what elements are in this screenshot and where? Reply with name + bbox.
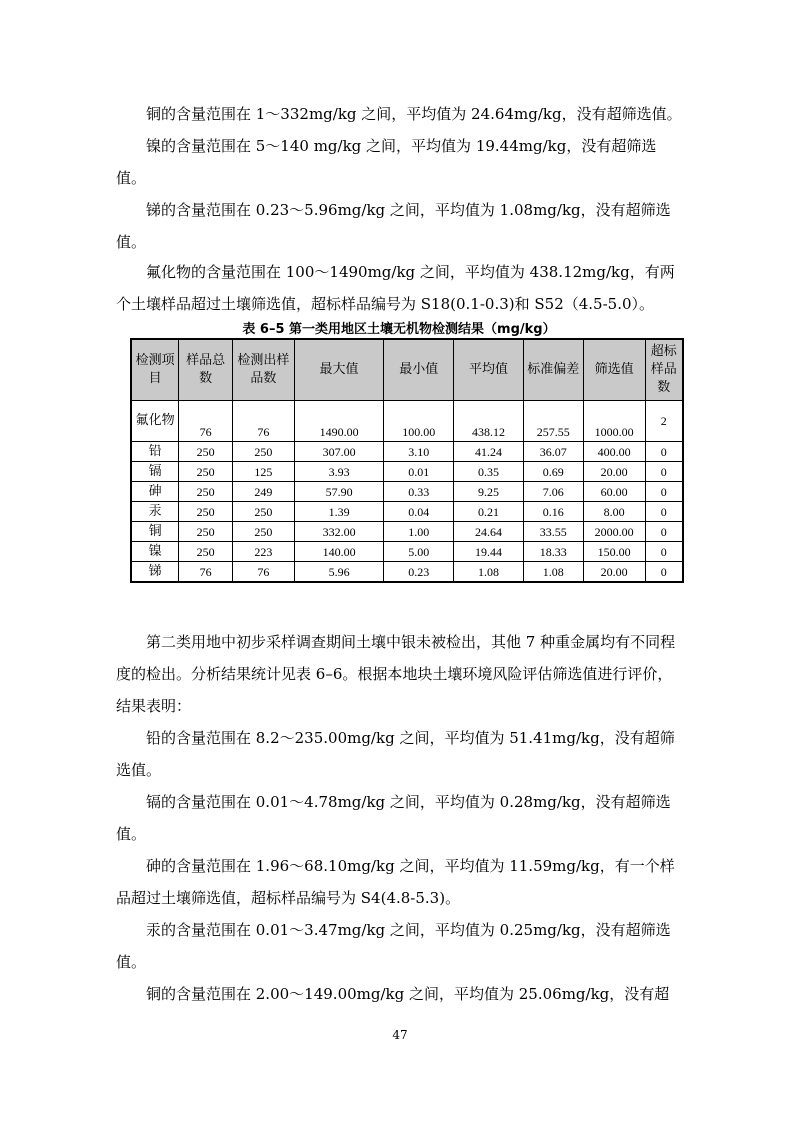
- cell: 250: [179, 502, 233, 522]
- cell: 140.00: [294, 542, 384, 562]
- cell: 0.21: [454, 502, 524, 522]
- cell: 257.55: [523, 401, 583, 442]
- cell-item: 氟化物: [131, 401, 179, 442]
- cell: 0.01: [384, 462, 454, 482]
- cell-item: 镉: [131, 462, 179, 482]
- cell: 223: [233, 542, 295, 562]
- cell: 33.55: [523, 522, 583, 542]
- cell: 0.23: [384, 562, 454, 583]
- table-row: [131, 401, 683, 442]
- table-header-row: [131, 339, 683, 401]
- paragraph-mercury: 汞的含量范围在 0.01～3.47mg/kg 之间，平均值为 0.25mg/kg，没有超筛选值。: [116, 921, 671, 971]
- cell: 249: [233, 482, 295, 502]
- cell: 1.00: [384, 522, 454, 542]
- cell: 1000.00: [583, 401, 645, 442]
- header-exceed-count: 超标样品数: [645, 339, 683, 401]
- cell: 9.25: [454, 482, 524, 502]
- cell: 3.93: [294, 462, 384, 482]
- cell: 125: [233, 462, 295, 482]
- header-std: 标准偏差: [523, 339, 583, 401]
- paragraph-fluoride: 氟化物的含量范围在 100～1490mg/kg 之间，平均值为 438.12mg/kg，有两个土壤样品超过土壤筛选值，超标样品编号为 S18(0.1-0.3)和 S52（4.5-5.0）。: [116, 263, 675, 313]
- cell-item: 锑: [131, 562, 179, 583]
- cell: 0: [645, 442, 683, 462]
- header-item: 检测项目: [131, 339, 179, 401]
- cell: 76: [179, 562, 233, 583]
- table-row: [131, 562, 683, 583]
- header-max: 最大值: [294, 339, 384, 401]
- cell: 2: [645, 401, 683, 442]
- header-sample-total: 样品总数: [179, 339, 233, 401]
- cell: 250: [233, 522, 295, 542]
- cell: 76: [233, 562, 295, 583]
- cell: 0: [645, 502, 683, 522]
- paragraph-copper-two: 铜的含量范围在 2.00～149.00mg/kg 之间，平均值为 25.06mg/kg，没有超: [146, 985, 670, 1003]
- cell: 24.64: [454, 522, 524, 542]
- cell: 2000.00: [583, 522, 645, 542]
- cell: 20.00: [583, 462, 645, 482]
- cell: 76: [179, 401, 233, 442]
- cell: 20.00: [583, 562, 645, 583]
- header-min: 最小值: [384, 339, 454, 401]
- cell: 0: [645, 482, 683, 502]
- cell: 1.39: [294, 502, 384, 522]
- cell: 250: [179, 442, 233, 462]
- table-row: [131, 482, 683, 502]
- cell: 3.10: [384, 442, 454, 462]
- cell: 0: [645, 542, 683, 562]
- header-screening-value: 筛选值: [583, 339, 645, 401]
- cell: 0: [645, 522, 683, 542]
- cell: 0.35: [454, 462, 524, 482]
- cell: 332.00: [294, 522, 384, 542]
- cell-item: 镍: [131, 542, 179, 562]
- header-detected-count: 检测出样品数: [233, 339, 295, 401]
- cell: 5.00: [384, 542, 454, 562]
- cell: 100.00: [384, 401, 454, 442]
- cell: 1.08: [454, 562, 524, 583]
- paragraph-copper: 铜的含量范围在 1～332mg/kg 之间，平均值为 24.64mg/kg，没有超筛选值。: [146, 105, 682, 123]
- cell: 0: [645, 462, 683, 482]
- paragraph-category-two-intro: 第二类用地中初步采样调查期间土壤中银未被检出，其他 7 种重金属均有不同程度的检出。分析结果统计见表 6–6。根据本地块土壤环境风险评估筛选值进行评价，结果表明：: [116, 633, 676, 715]
- cell-item: 汞: [131, 502, 179, 522]
- cell: 36.07: [523, 442, 583, 462]
- cell: 5.96: [294, 562, 384, 583]
- cell: 1490.00: [294, 401, 384, 442]
- cell: 76: [233, 401, 295, 442]
- cell: 250: [179, 462, 233, 482]
- cell: 18.33: [523, 542, 583, 562]
- paragraph-antimony: 锑的含量范围在 0.23～5.96mg/kg 之间，平均值为 1.08mg/kg，没有超筛选值。: [116, 201, 671, 251]
- cell: 307.00: [294, 442, 384, 462]
- page-number: 47: [392, 1028, 408, 1042]
- table-row: [131, 462, 683, 482]
- cell: 0.69: [523, 462, 583, 482]
- cell: 0: [645, 562, 683, 583]
- cell: 0.16: [523, 502, 583, 522]
- cell: 0.04: [384, 502, 454, 522]
- cell: 400.00: [583, 442, 645, 462]
- cell-item: 铅: [131, 442, 179, 462]
- cell: 0.33: [384, 482, 454, 502]
- header-mean: 平均值: [454, 339, 524, 401]
- cell: 250: [179, 482, 233, 502]
- cell: 250: [179, 542, 233, 562]
- results-table: [130, 338, 684, 583]
- table-row: [131, 442, 683, 462]
- cell: 60.00: [583, 482, 645, 502]
- table-row: [131, 522, 683, 542]
- cell: 250: [233, 442, 295, 462]
- cell: 150.00: [583, 542, 645, 562]
- paragraph-arsenic: 砷的含量范围在 1.96～68.10mg/kg 之间，平均值为 11.59mg/kg，有一个样品超过土壤筛选值，超标样品编号为 S4(4.8-5.3)。: [116, 857, 675, 907]
- cell: 41.24: [454, 442, 524, 462]
- cell-item: 铜: [131, 522, 179, 542]
- cell: 8.00: [583, 502, 645, 522]
- cell: 1.08: [523, 562, 583, 583]
- cell: 19.44: [454, 542, 524, 562]
- table-row: [131, 502, 683, 522]
- cell: 250: [179, 522, 233, 542]
- cell-item: 砷: [131, 482, 179, 502]
- table-row: [131, 542, 683, 562]
- cell: 7.06: [523, 482, 583, 502]
- cell: 57.90: [294, 482, 384, 502]
- cell: 250: [233, 502, 295, 522]
- cell: 438.12: [454, 401, 524, 442]
- paragraph-nickel: 镍的含量范围在 5～140 mg/kg 之间，平均值为 19.44mg/kg，没有超筛选值。: [116, 137, 657, 187]
- paragraph-lead: 铅的含量范围在 8.2～235.00mg/kg 之间，平均值为 51.41mg/kg，没有超筛选值。: [116, 729, 675, 779]
- paragraph-cadmium: 镉的含量范围在 0.01～4.78mg/kg 之间，平均值为 0.28mg/kg，没有超筛选值。: [116, 793, 671, 843]
- table-title: 表 6–5 第一类用地区土壤无机物检测结果（mg/kg）: [242, 322, 556, 337]
